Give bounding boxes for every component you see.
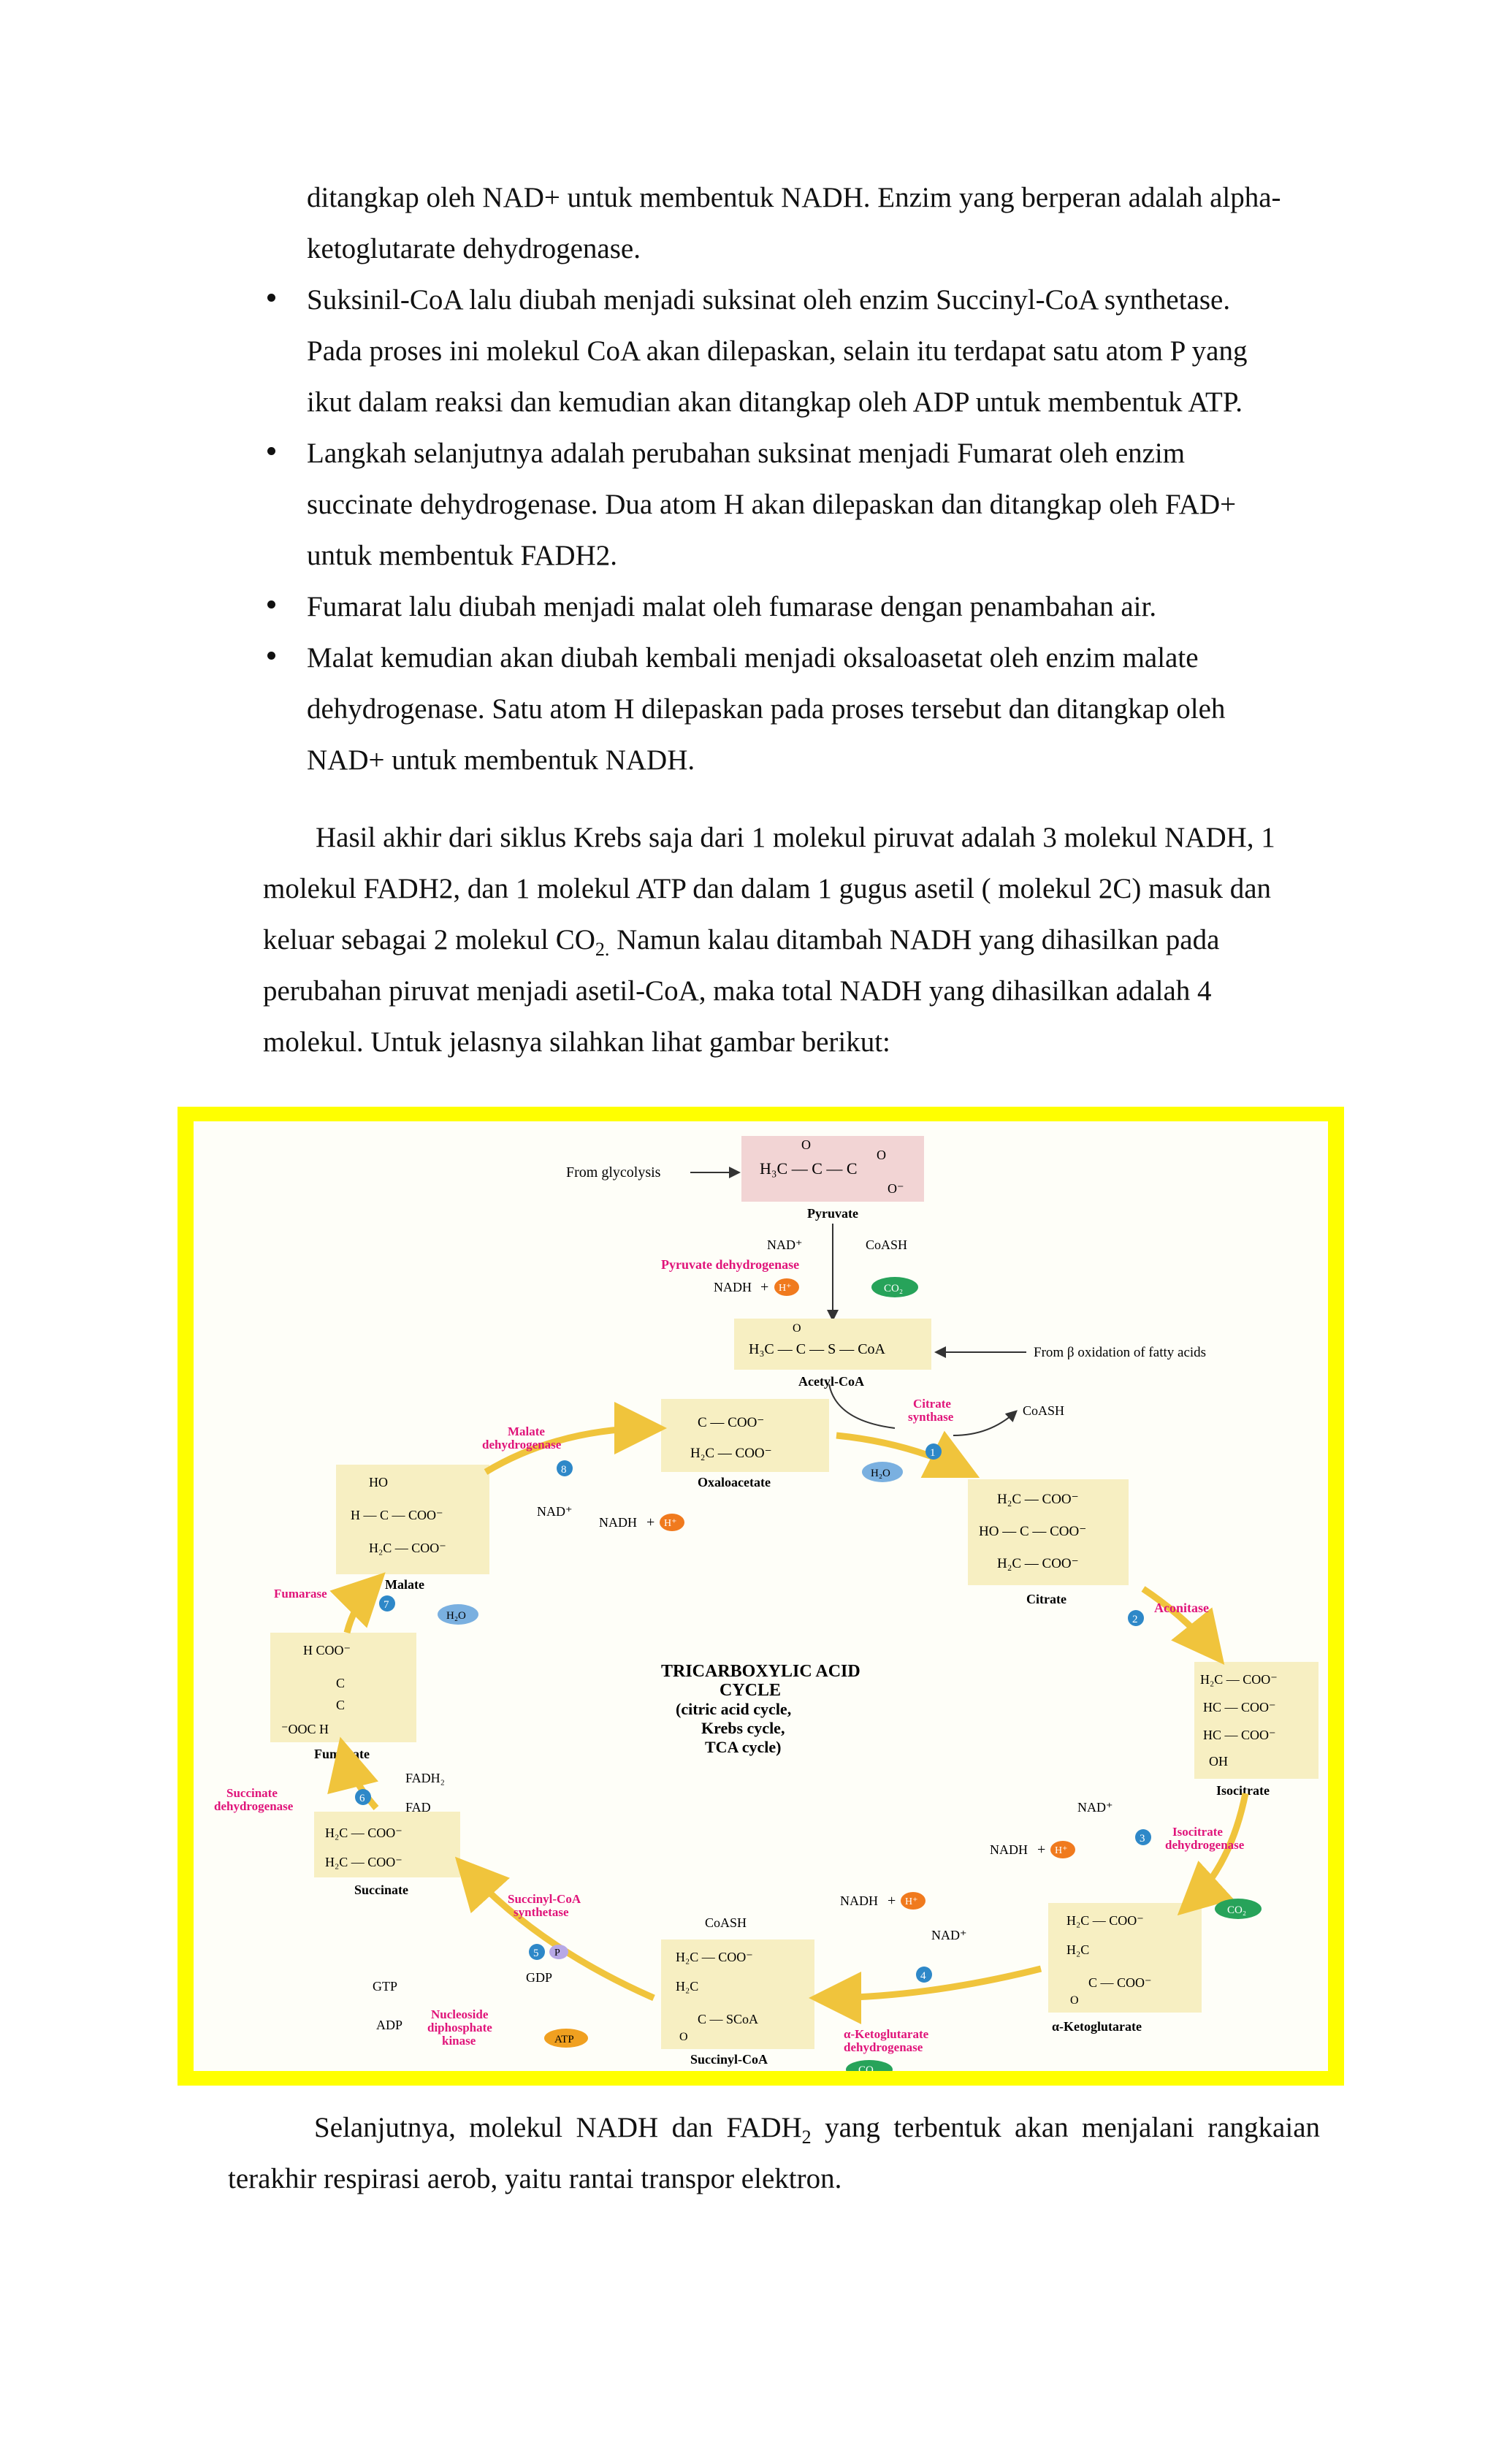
- acetyl-coa-label: Acetyl-CoA: [798, 1374, 864, 1389]
- cycle-arrow: [464, 1866, 654, 1998]
- a-kg-structure: C — COO⁻: [1088, 1975, 1152, 1990]
- bullet-dot: [267, 294, 275, 302]
- figure-canvas: [194, 1121, 1328, 2071]
- malate-structure: H₂C — COO⁻: [369, 1541, 446, 1555]
- cycle-title-line: Krebs cycle,: [701, 1719, 785, 1737]
- step-number: 2: [1132, 1614, 1138, 1625]
- bullet-line: dehydrogenase. Satu atom H dilepaskan pada proses tersebut dan ditangkap oleh: [307, 693, 1226, 725]
- cycle-title-line: TCA cycle): [705, 1738, 782, 1756]
- cofactor-coash: CoASH: [866, 1237, 908, 1252]
- step-number: 5: [533, 1948, 539, 1959]
- enzyme-a-kg-dh: α-Ketoglutarate: [844, 2027, 929, 2041]
- cycle-title-line: TRICARBOXYLIC ACID: [661, 1662, 860, 1681]
- cofactor-coash: CoASH: [1023, 1403, 1065, 1418]
- cofactor-coash: CoASH: [705, 1915, 747, 1930]
- oxaloacetate-box: [661, 1399, 829, 1472]
- citrate-structure: H₂C — COO⁻: [997, 1556, 1079, 1571]
- water-label: H₂O: [871, 1468, 890, 1479]
- cofactor-nadh: NADH: [990, 1842, 1028, 1857]
- from-glycolysis-label: From glycolysis: [566, 1164, 661, 1180]
- oxaloacetate-label: Oxaloacetate: [698, 1475, 771, 1490]
- enzyme-succinate-dh: dehydrogenase: [214, 1799, 294, 1813]
- cofactor-nad: NAD⁺: [931, 1928, 967, 1942]
- water-label: H₂O: [446, 1610, 466, 1622]
- malate-structure: HO: [369, 1475, 388, 1490]
- enzyme-succinate-dh: Succinate: [226, 1786, 278, 1800]
- isocitrate-label: Isocitrate: [1216, 1783, 1270, 1798]
- pyruvate-oxygen: O⁻: [888, 1181, 904, 1196]
- cycle-arrow: [347, 1582, 376, 1633]
- krebs-cycle-figure: [178, 1107, 1344, 2086]
- co2-label: CO₂: [884, 1283, 904, 1294]
- step-number: 3: [1140, 1833, 1145, 1845]
- cofactor-fad: FAD: [405, 1800, 431, 1815]
- a-ketoglutarate-label: α-Ketoglutarate: [1052, 2019, 1142, 2034]
- succinyl-coa-structure: C — SCoA: [698, 2012, 759, 2026]
- coash-release-arrow: [953, 1412, 1015, 1435]
- plus-sign: +: [646, 1514, 655, 1530]
- atp-label: ATP: [554, 2034, 574, 2045]
- h-plus-label: H⁺: [1055, 1845, 1068, 1856]
- succinate-label: Succinate: [354, 1883, 408, 1897]
- cofactor-adp: ADP: [376, 2018, 403, 2032]
- step-number: 1: [930, 1447, 936, 1459]
- enzyme-nucleoside-dk: diphosphate: [427, 2021, 492, 2034]
- enzyme-pyruvate-dh: Pyruvate dehydrogenase: [661, 1257, 800, 1272]
- bullet-dot: [267, 652, 275, 660]
- enzyme-aconitase: Aconitase: [1154, 1601, 1209, 1615]
- paragraph-line: keluar sebagai 2 molekul $CO_{2.}$ Namun kalau ditambah NADH yang dihasilkan pada: [263, 924, 1220, 960]
- isocitrate-structure: HC — COO⁻: [1203, 1728, 1276, 1742]
- phosphate-label: P: [554, 1948, 560, 1958]
- bullet-dot: [267, 447, 275, 455]
- cycle-title-line: CYCLE: [720, 1681, 782, 1700]
- enzyme-isocitrate-dh: dehydrogenase: [1165, 1838, 1245, 1852]
- enzyme-citrate-synthase: synthase: [908, 1410, 954, 1424]
- bullet-line: Fumarat lalu diubah menjadi malat oleh fumarase dengan penambahan air.: [307, 591, 1157, 622]
- bullet-line: Suksinil-CoA lalu diubah menjadi suksinat oleh enzim Succinyl-CoA synthetase.: [307, 284, 1231, 316]
- plus-sign: +: [888, 1893, 896, 1909]
- continuation-line: ditangkap oleh NAD+ untuk membentuk NADH. Enzim yang berperan adalah alpha-: [307, 182, 1281, 213]
- malate-label: Malate: [385, 1577, 424, 1592]
- isocitrate-structure: OH: [1209, 1754, 1228, 1769]
- succinyl-coa-structure: H₂C — COO⁻: [676, 1950, 753, 1964]
- succinyl-coa-label: Succinyl-CoA: [690, 2052, 768, 2067]
- bullet-line: succinate dehydrogenase. Dua atom H akan dilepaskan dan ditangkap oleh FAD+: [307, 489, 1237, 520]
- enzyme-a-kg-dh: dehydrogenase: [844, 2040, 923, 2054]
- a-kg-structure: H₂C: [1066, 1942, 1090, 1957]
- bullet-line: Malat kemudian akan diubah kembali menjadi oksaloasetat oleh enzim malate: [307, 642, 1199, 674]
- cofactor-nadh: NADH: [840, 1893, 878, 1908]
- enzyme-malate-dh: dehydrogenase: [482, 1438, 562, 1452]
- bullet-dot: [267, 600, 275, 609]
- step-number: 7: [383, 1599, 389, 1611]
- acetyl-coa-structure: H₃C — C — S — CoA: [749, 1341, 886, 1357]
- bullet-line: untuk membentuk FADH2.: [307, 540, 618, 571]
- enzyme-succinyl-coa-synthetase: synthetase: [514, 1905, 569, 1919]
- cofactor-gtp: GTP: [373, 1979, 398, 1994]
- isocitrate-structure: HC — COO⁻: [1203, 1700, 1276, 1714]
- succinate-structure: H₂C — COO⁻: [325, 1826, 402, 1840]
- oxaloacetate-structure: H₂C — COO⁻: [690, 1446, 772, 1461]
- cycle-arrow: [1143, 1589, 1216, 1655]
- a-kg-structure: H₂C — COO⁻: [1066, 1913, 1144, 1928]
- h-plus-label: H⁺: [779, 1283, 792, 1294]
- acetyl-coa-oxygen: O: [793, 1322, 801, 1335]
- bullet-line: Langkah selanjutnya adalah perubahan suksinat menjadi Fumarat oleh enzim: [307, 438, 1186, 469]
- succinate-structure: H₂C — COO⁻: [325, 1855, 402, 1869]
- paragraph-line: molekul FADH2, dan 1 molekul ATP dan dalam 1 gugus asetil ( molekul 2C) masuk dan: [263, 873, 1272, 904]
- citrate-structure: H₂C — COO⁻: [997, 1492, 1079, 1507]
- pyruvate-label: Pyruvate: [807, 1206, 858, 1221]
- plus-sign: +: [760, 1279, 769, 1295]
- step-number: 6: [359, 1793, 365, 1804]
- fumarate-label: Fumarate: [314, 1747, 370, 1761]
- enzyme-isocitrate-dh: Isocitrate: [1172, 1825, 1223, 1839]
- succinyl-coa-structure: O: [679, 2031, 688, 2043]
- enzyme-nucleoside-dk: Nucleoside: [431, 2007, 489, 2021]
- co2-label: CO₂: [1227, 1904, 1247, 1916]
- step-number: 4: [920, 1970, 926, 1982]
- cofactor-nad: NAD⁺: [767, 1237, 803, 1252]
- succinyl-coa-structure: H₂C: [676, 1979, 699, 1994]
- plus-sign: +: [1037, 1842, 1046, 1858]
- continuation-line: ketoglutarate dehydrogenase.: [307, 233, 641, 264]
- enzyme-citrate-synthase: Citrate: [913, 1397, 951, 1411]
- cycle-title-line: (citric acid cycle,: [676, 1700, 792, 1718]
- step-number: 8: [561, 1464, 567, 1476]
- pyruvate-structure: H₃C — C — C: [760, 1159, 858, 1178]
- paragraph-closing: Selanjutnya, molekul NADH dan $FADH_2$ yang terbentuk akan menjalani rangkaian terakhir respirasi aerob, yaitu rantai transpor elektron.: [228, 2112, 1321, 2194]
- bullet-line: ikut dalam reaksi dan kemudian akan ditangkap oleh ADP untuk membentuk ATP.: [307, 386, 1243, 418]
- malate-structure: H — C — COO⁻: [351, 1508, 443, 1522]
- bullet-line: NAD+ untuk membentuk NADH.: [307, 744, 695, 776]
- co2-label: CO₂: [858, 2064, 878, 2071]
- enzyme-succinyl-coa-synthetase: Succinyl-CoA: [508, 1892, 581, 1906]
- cofactor-nadh: NADH: [714, 1280, 752, 1294]
- cofactor-fadh2: FADH₂: [405, 1771, 445, 1785]
- h-plus-label: H⁺: [905, 1896, 918, 1907]
- citrate-structure: HO — C — COO⁻: [979, 1524, 1087, 1539]
- enzyme-malate-dh: Malate: [508, 1424, 545, 1438]
- bullet-line: Pada proses ini molekul CoA akan dilepaskan, selain itu terdapat satu atom P yang: [307, 335, 1248, 367]
- pyruvate-oxygen: O: [877, 1148, 886, 1162]
- paragraph-line: perubahan piruvat menjadi asetil-CoA, maka total NADH yang dihasilkan adalah 4: [263, 975, 1212, 1007]
- cofactor-nadh: NADH: [599, 1515, 637, 1530]
- acetyl-feed-arrow: [829, 1384, 895, 1428]
- fumarate-structure: C: [336, 1676, 346, 1690]
- cofactor-nad: NAD⁺: [537, 1504, 573, 1519]
- cycle-arrow: [836, 1435, 968, 1472]
- from-beta-oxidation-label: From β oxidation of fatty acids: [1034, 1345, 1207, 1360]
- fumarate-structure: H COO⁻: [303, 1643, 351, 1658]
- fumarate-structure: ⁻OOC H: [281, 1722, 329, 1736]
- krebs-cycle-diagram: [194, 1121, 1328, 2071]
- h-plus-label: H⁺: [664, 1518, 677, 1529]
- paragraph-line: Hasil akhir dari siklus Krebs saja dari 1 molekul piruvat adalah 3 molekul NADH, 1: [316, 822, 1275, 853]
- citrate-label: Citrate: [1026, 1592, 1066, 1606]
- oxaloacetate-structure: C — COO⁻: [698, 1415, 765, 1430]
- fumarate-structure: C: [336, 1698, 346, 1712]
- paragraph-line: molekul. Untuk jelasnya silahkan lihat gambar berikut:: [263, 1026, 890, 1058]
- pyruvate-oxygen: O: [801, 1137, 811, 1152]
- cofactor-nad: NAD⁺: [1077, 1800, 1113, 1815]
- a-kg-structure: O: [1070, 1994, 1079, 2007]
- cofactor-gdp: GDP: [526, 1970, 553, 1985]
- isocitrate-structure: H₂C — COO⁻: [1200, 1672, 1278, 1687]
- enzyme-fumarase: Fumarase: [274, 1587, 327, 1601]
- enzyme-nucleoside-dk: kinase: [442, 2034, 476, 2048]
